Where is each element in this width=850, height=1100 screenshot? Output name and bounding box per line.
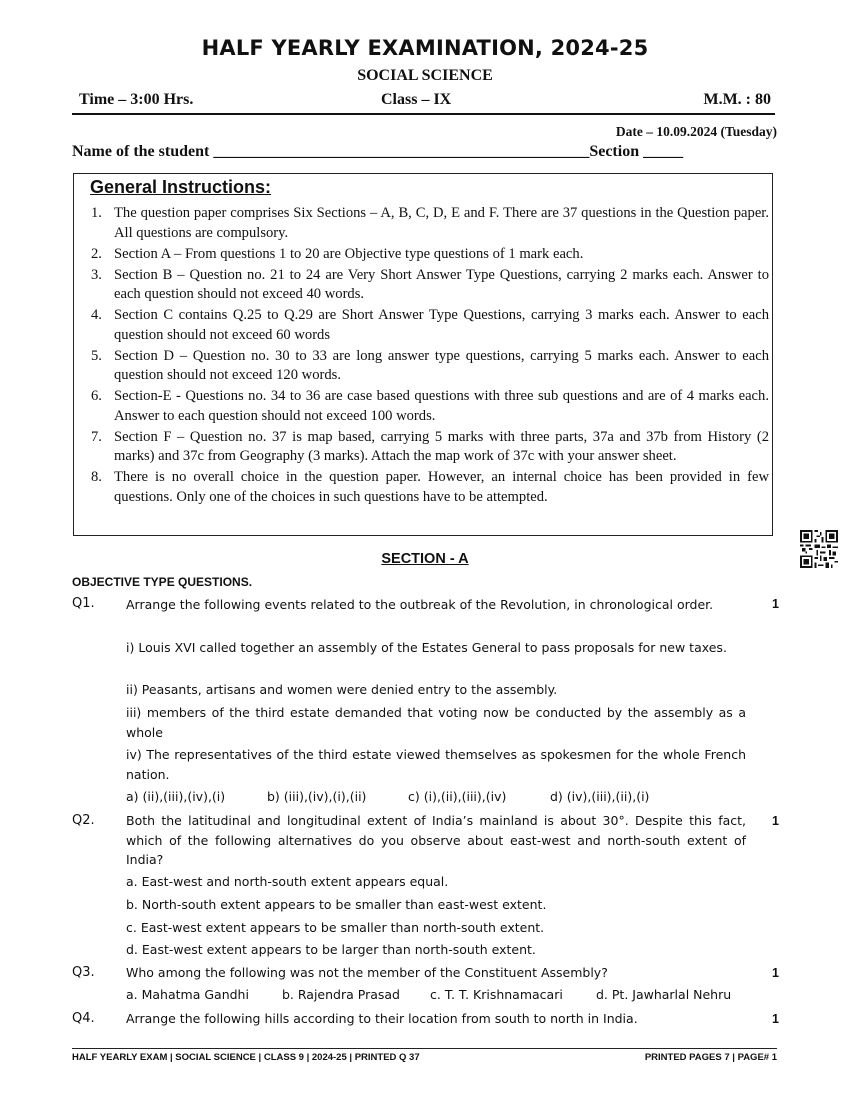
page-number: PRINTED PAGES 7 | PAGE# 1 (644, 1052, 777, 1063)
question-marks: 1 (772, 966, 779, 980)
general-instructions-box (73, 173, 773, 536)
question-marks: 1 (772, 597, 779, 611)
option-d: d. East-west extent appears to be larger than north-south extent. (126, 942, 536, 957)
question-marks: 1 (772, 1012, 779, 1026)
instruction-number: 4. (91, 307, 102, 323)
section-a-heading: SECTION - A (381, 551, 469, 567)
objective-questions-heading: OBJECTIVE TYPE QUESTIONS. (72, 575, 253, 589)
time-allowed: Time – 3:00 Hrs. (79, 91, 194, 108)
question-number: Q2. (72, 813, 95, 828)
instruction-text: Section C contains Q.25 to Q.29 are Short Answer Type Questions, carrying 3 marks each. Answer to each question should not exceed 60 words (114, 307, 769, 343)
statement: iv) The representatives of the third estate viewed themselves as spokesmen for the whole French nation. (126, 747, 746, 782)
instruction-text: Section F – Question no. 37 is map based, carrying 5 marks with three parts, 37a and 37b from History (2 marks) and 37c from Geography (3 marks). Attach the map work of 37c with your answer sheet. (114, 428, 769, 464)
question-number: Q3. (72, 965, 95, 980)
statement: i) Louis XVI called together an assembly of the Estates General to pass proposals for new taxes. (126, 640, 727, 655)
instruction-item (90, 387, 769, 426)
instruction-number: 2. (91, 245, 102, 262)
footer-divider (72, 1048, 777, 1049)
instruction-text: Section-E - Questions no. 34 to 36 are case based questions with three sub questions and are of 4 marks each. Answer to each question should not exceed 100 words. (114, 388, 769, 424)
option-b: b. Rajendra Prasad (282, 987, 400, 1002)
instructions-heading: General Instructions: (90, 177, 272, 197)
question-text: Who among the following was not the member of the Constituent Assembly? (126, 965, 608, 980)
question-number: Q1. (72, 596, 95, 611)
option-a: a. East-west and north-south extent appears equal. (126, 874, 449, 889)
instruction-item (90, 266, 769, 305)
student-name-section-line: Name of the student _______________________________________________Section _____ (72, 143, 684, 160)
statement: iii) members of the third estate demanded that voting now be conducted by the assembly as a whole (126, 705, 746, 740)
instruction-item (90, 468, 769, 507)
option-c: c) (i),(ii),(iii),(iv) (408, 789, 507, 804)
subject-name: SOCIAL SCIENCE (357, 67, 493, 84)
header-divider (72, 113, 775, 115)
question-text: Arrange the following events related to the outbreak of the Revolution, in chronological order. (126, 597, 714, 612)
option-c: c. East-west extent appears to be smaller than north-south extent. (126, 920, 545, 935)
question-number: Q4. (72, 1011, 95, 1026)
question-text: Both the latitudinal and longitudinal extent of India’s mainland is about 30°. Despite this fact, which of the following alternatives do you observe about east-west and north-south extent of India? (126, 813, 746, 867)
option-b: b. North-south extent appears to be smaller than east-west extent. (126, 897, 547, 912)
instruction-text: Section A – From questions 1 to 20 are Objective type questions of 1 mark each. (114, 245, 584, 262)
option-b: b) (iii),(iv),(i),(ii) (267, 789, 367, 804)
option-a: a. Mahatma Gandhi (126, 987, 249, 1002)
instruction-number: 8. (91, 469, 102, 485)
instruction-item (90, 347, 769, 386)
instructions-list (90, 204, 769, 509)
instruction-text: Section D – Question no. 30 to 33 are long answer type questions, carrying 5 marks each. Answer to each question should not exceed 120 words. (114, 347, 769, 383)
option-d: d) (iv),(iii),(ii),(i) (550, 789, 650, 804)
instruction-number: 7. (91, 428, 102, 445)
instruction-number: 5. (91, 347, 102, 364)
instruction-item (90, 306, 769, 345)
footer-info: HALF YEARLY EXAM | SOCIAL SCIENCE | CLASS 9 | 2024-25 | PRINTED Q 37 (72, 1052, 420, 1063)
exam-date: Date – 10.09.2024 (Tuesday) (615, 124, 777, 139)
instruction-text: There is no overall choice in the question paper. However, an internal choice has been provided in few questions. Only one of the choices in such questions have to be attempted. (114, 469, 769, 505)
question-marks: 1 (772, 814, 779, 828)
instruction-item (90, 428, 769, 467)
question-text: Arrange the following hills according to their location from south to north in India. (126, 1011, 638, 1026)
option-a: a) (ii),(iii),(iv),(i) (126, 789, 226, 804)
maximum-marks: M.M. : 80 (703, 91, 771, 108)
instruction-number: 3. (91, 266, 102, 283)
instruction-number: 6. (91, 388, 102, 404)
instruction-text: Section B – Question no. 21 to 24 are Very Short Answer Type Questions, carrying 2 marks each. Answer to each question should not exceed 40 words. (114, 266, 769, 302)
option-d: d. Pt. Jawharlal Nehru (596, 987, 732, 1002)
statement: ii) Peasants, artisans and women were denied entry to the assembly. (126, 682, 558, 697)
exam-title: HALF YEARLY EXAMINATION, 2024-25 (201, 36, 649, 60)
instruction-item (90, 245, 769, 265)
instruction-number: 1. (91, 205, 102, 221)
class-label: Class – IX (381, 91, 452, 108)
instruction-text: The question paper comprises Six Sections – A, B, C, D, E and F. There are 37 questions in the Question paper. All questions are compulsory. (114, 205, 769, 241)
instruction-item (90, 204, 769, 243)
option-c: c. T. T. Krishnamacari (430, 987, 563, 1002)
